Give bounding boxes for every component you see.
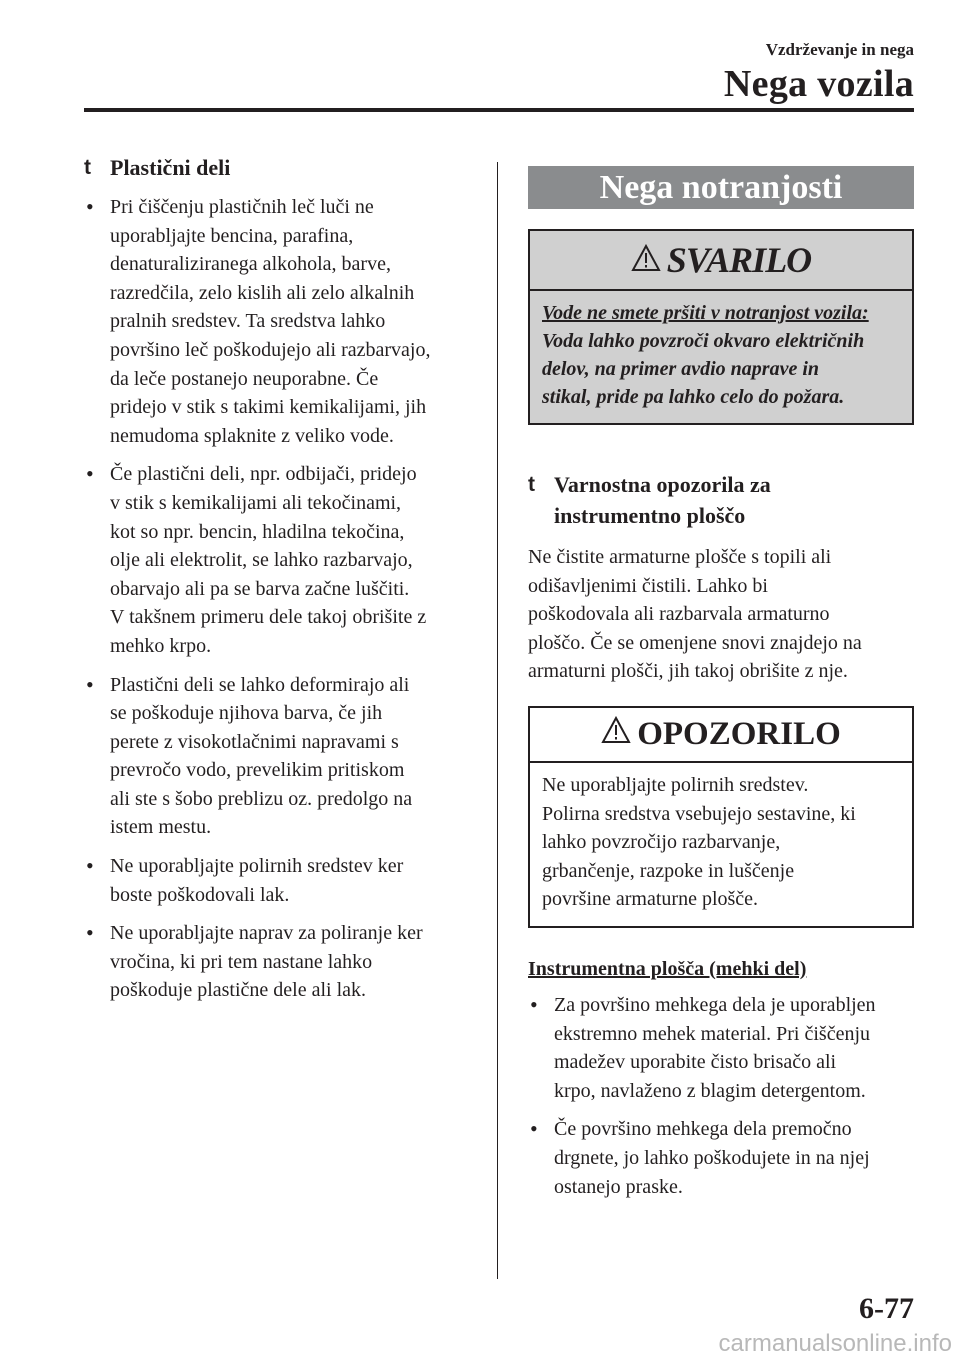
subheading-soft-part: Instrumentna plošča (mehki del) (528, 957, 807, 980)
bullet-icon: • (86, 920, 94, 946)
svarilo-body (530, 291, 912, 423)
text-line: kot so npr. bencin, hladilna tekočina, (110, 520, 405, 543)
text-line: Polirna sredstva vsebujejo sestavine, ki (542, 802, 856, 825)
opozorilo-body (530, 763, 912, 926)
header-rule (84, 108, 914, 112)
text-line: obarvajo ali pa se barva začne luščiti. (110, 577, 410, 600)
section-heading-plastic (84, 152, 482, 183)
text-line: površine armaturne plošče. (542, 888, 759, 911)
text-line: uporabljajte bencina, parafina, (110, 224, 354, 247)
opozorilo-box (528, 706, 914, 928)
page-number: 6-77 (859, 1292, 914, 1325)
bullet-icon: • (86, 461, 94, 487)
section-marker: t (84, 156, 91, 179)
text-line: površino leč poškodujejo ali razbarvajo, (110, 338, 431, 361)
text-line: ploščo. Če se omenjene snovi znajdejo na (528, 631, 862, 654)
text-line: pralnih sredstev. Ta sredstva lahko (110, 310, 386, 333)
text-line: delov, na primer avdio naprave in (542, 358, 820, 380)
opozorilo-title (530, 708, 912, 763)
text-line: ostanejo praske. (554, 1175, 683, 1198)
text-line: Ne čistite armaturne plošče s topili ali (528, 546, 832, 568)
svarilo-title-text: SVARILO (666, 240, 812, 280)
text-line: perete z visokotlačnimi napravami s (110, 730, 399, 753)
text-line: nemudoma splaknite z veliko vode. (110, 424, 394, 447)
text-line: Varnostna opozorila za (554, 472, 771, 497)
text-line: drgnete, jo lahko poškodujete in na njej (554, 1146, 870, 1169)
section-banner: Nega notranjosti (528, 166, 914, 209)
page-title: Nega vozila (723, 63, 914, 105)
soft-part-bullet-list (528, 991, 914, 1201)
text-line: V takšnem primeru dele takoj obrišite z (110, 606, 427, 629)
bullet-icon: • (86, 194, 94, 219)
text-line: vročina, ki pri tem nastane lahko (110, 950, 373, 973)
text-line: pridejo v stik s takimi kemikalijami, jih (110, 396, 427, 419)
text-line: poškodovala ali razbarvala armaturno (528, 603, 830, 626)
text-line: Ne uporabljajte naprav za poliranje ker (110, 922, 423, 945)
text-line: grbančenje, razpoke in luščenje (542, 859, 795, 882)
svarilo-title (530, 231, 912, 291)
text-line: Vode ne smete pršiti v notranjost vozila: (542, 302, 869, 324)
bullet-icon: • (86, 853, 94, 879)
plastic-bullet-list (84, 193, 482, 1005)
text-line: Plastični deli se lahko deformirajo ali (110, 673, 410, 696)
watermark: carmanualsonline.info (718, 1330, 952, 1357)
text-line: Pri čiščenju plastičnih leč luči ne (110, 196, 374, 218)
list-item (84, 460, 482, 660)
right-column (528, 166, 914, 1201)
chapter-label: Vzdrževanje in nega (765, 40, 914, 59)
text-line: da leče postanejo neuporabne. Če (110, 367, 379, 390)
text-line: ali ste s šobo preblizu oz. predolgo na (110, 787, 413, 810)
text-line: stikal, pride pa lahko celo do požara. (542, 386, 845, 408)
text-line: se poškoduje njihova barva, če jih (110, 702, 383, 725)
column-divider (497, 162, 498, 1279)
svarilo-box (528, 229, 914, 425)
bullet-icon: • (530, 991, 538, 1017)
list-item (84, 193, 482, 450)
text-line: odišavljenimi čistili. Lahko bi (528, 574, 768, 597)
text-line: istem mestu. (110, 816, 212, 839)
text-line: Če površino mehkega dela premočno (554, 1118, 852, 1141)
text-line: prevročo vodo, prevelikim pritiskom (110, 759, 405, 782)
text-line: Voda lahko povzroči okvaro električnih (542, 330, 865, 352)
bullet-icon: • (86, 671, 94, 697)
list-item (84, 852, 482, 909)
text-line: armaturni plošči, jih takoj obrišite z nje. (528, 660, 848, 683)
section-marker: t (528, 473, 535, 496)
text-line: denaturaliziranega alkohola, barve, (110, 253, 391, 276)
opozorilo-title-text: OPOZORILO (637, 715, 841, 752)
text-line: lahko povzročijo razbarvanje, (542, 831, 781, 854)
warning-triangle-icon (601, 716, 631, 753)
text-line: ekstremno mehek material. Pri čiščenju (554, 1022, 871, 1045)
section-title: Plastični deli (110, 155, 231, 180)
list-item (528, 1115, 914, 1201)
text-line: v stik s kemikalijami ali tekočinami, (110, 491, 402, 514)
text-line: razredčila, zelo kislih ali zelo alkalnih (110, 281, 415, 304)
text-line: Če plastični deli, npr. odbijači, pridejo (110, 463, 417, 486)
section-heading-dashboard (528, 469, 914, 531)
text-line: Ne uporabljajte polirnih sredstev ker (110, 855, 404, 878)
list-item (528, 991, 914, 1105)
text-line: olje ali elektrolit, se lahko razbarvajo, (110, 549, 413, 572)
text-line: Za površino mehkega dela je uporabljen (554, 993, 876, 1016)
text-line: mehko krpo. (110, 634, 212, 657)
bullet-icon: • (530, 1116, 538, 1142)
text-line: boste poškodovali lak. (110, 883, 290, 906)
list-item (84, 671, 482, 843)
text-line: krpo, navlaženo z blagim detergentom. (554, 1079, 866, 1102)
text-line: instrumentno ploščo (554, 503, 746, 528)
section-title (554, 469, 771, 531)
text-line: poškoduje plastične dele ali lak. (110, 979, 367, 1002)
text-line: madežev uporabite čisto brisačo ali (554, 1051, 837, 1074)
warning-triangle-icon (631, 239, 661, 281)
text-line: Ne uporabljajte polirnih sredstev. (542, 773, 809, 796)
list-item (84, 919, 482, 1005)
left-column (84, 152, 482, 1005)
dashboard-paragraph (528, 543, 914, 686)
